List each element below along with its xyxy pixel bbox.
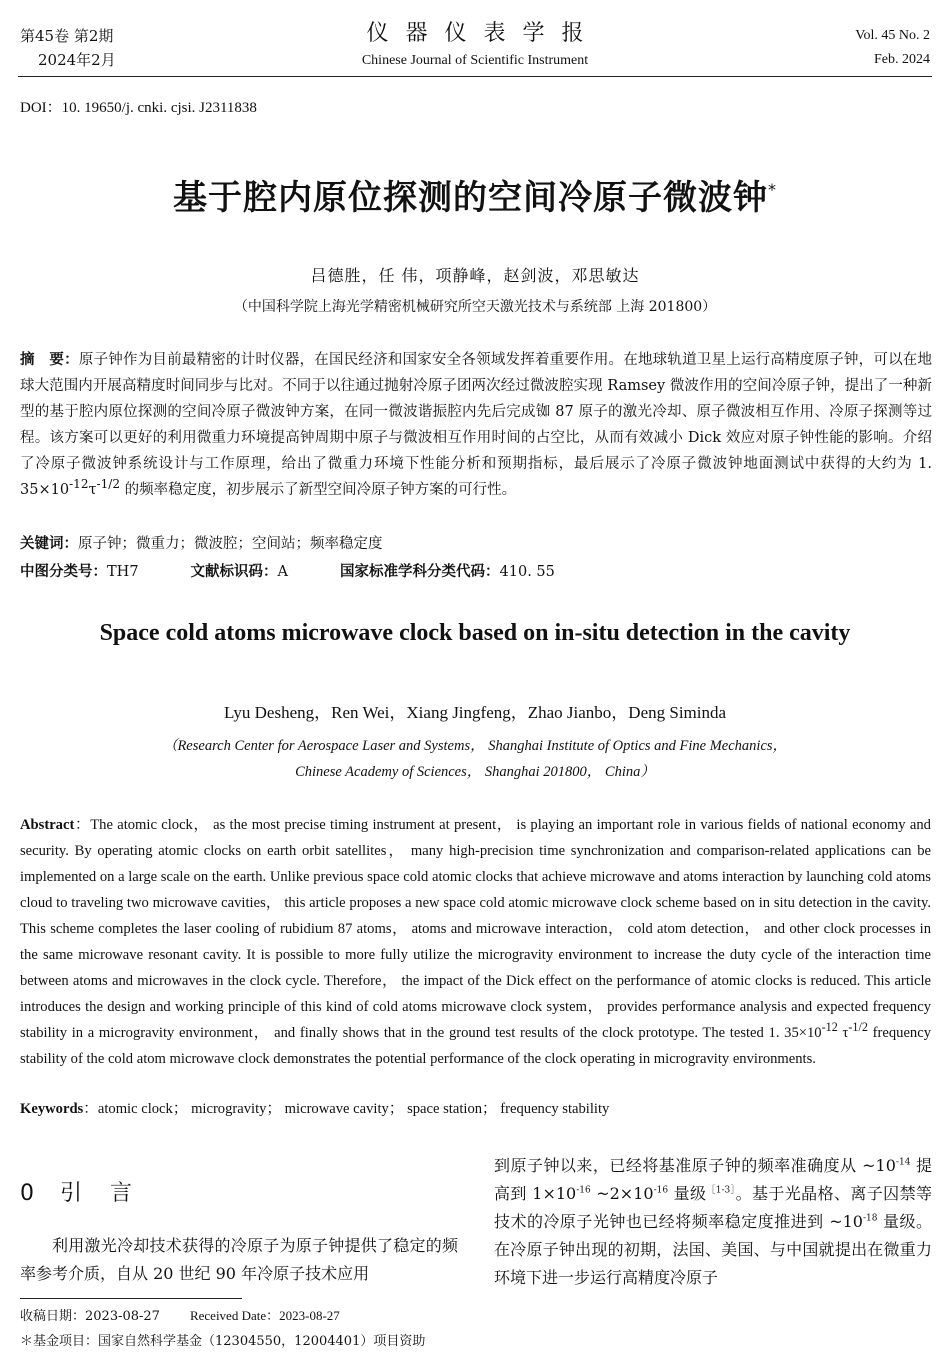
body-right-column xyxy=(494,1152,932,1292)
citation-ref[interactable]: ［1-3］ xyxy=(706,1185,736,1196)
received-date-line xyxy=(20,1305,340,1324)
body-right-text-2: 提高到 1×10 xyxy=(494,1156,932,1203)
affiliation-en-line1: （Research Center for Aerospace Laser and Systems， Shanghai Institute of Optics and Fine Mechanics， xyxy=(162,738,788,754)
keywords-en xyxy=(20,1097,609,1118)
abstract-en-text-b: frequency stability of the cold atom microwave clock demonstrates the potential performance of the clock operating in microgravity environments. xyxy=(20,1025,931,1067)
keywords-en-text: atomic clock； microgravity； microwave cavity； space station； frequency stability xyxy=(97,1101,610,1117)
section-title: 引言 xyxy=(60,1181,161,1206)
journal-masthead xyxy=(0,16,950,69)
journal-name-en: Chinese Journal of Scientific Instrument xyxy=(361,53,589,68)
section-heading xyxy=(20,1176,160,1207)
header-volume-en-block xyxy=(855,24,930,72)
funding-note: ＊基金项目：国家自然科学基金（12304550，12004401）项目资助 xyxy=(20,1334,426,1349)
abstract-cn-exp2: -1/2 xyxy=(96,477,121,492)
std-code-value: 410. 55 xyxy=(499,564,555,580)
body-right-text-5: 。基于光晶格、离子囚禁等技术的冷原子光钟也已经将频率稳定度推进到 ~10 xyxy=(494,1184,932,1231)
journal-name-cn: 仪器仪表学报 xyxy=(366,21,601,46)
title-cn-text: 基于腔内原位探测的空间冷原子微波钟 xyxy=(173,178,768,218)
title-footnote-mark: * xyxy=(768,180,777,199)
received-en: Received Date：2023-08-27 xyxy=(189,1308,340,1323)
affiliation-en-line2: Chinese Academy of Sciences， Shanghai 201800， China） xyxy=(295,764,655,780)
body-right-exp-3: -16 xyxy=(653,1185,669,1196)
keywords-en-colon: ： xyxy=(83,1101,98,1117)
std-code-label: 国家标准学科分类代码： xyxy=(340,564,500,580)
keywords-cn xyxy=(20,532,383,553)
clc-label: 中图分类号： xyxy=(20,564,107,580)
keywords-en-label: Keywords xyxy=(20,1101,84,1117)
abstract-cn-exp1: -12 xyxy=(69,477,89,492)
authors-cn: 吕德胜，任 伟，项静峰，赵剑波，邓思敏达 xyxy=(310,266,640,285)
abstract-cn-text-a: 原子钟作为目前最精密的计时仪器，在国民经济和国家安全各领域发挥着重要作用。在地球轨道卫星上运行高精度原子钟，可以在地球大范围内开展高精度时间同步与比对。不同于以往通过抛射冷原子团两次经过微波腔实现 Ramsey 微波作用的空间冷原子钟，提出了一种新型的基于腔内原位探测的空间冷原子微波钟方案，在同一微波谐振腔内先后完成铷 87 原子的激光冷却、原子微波相互作用、冷原子探测等过程。该方案可以更好的利用微重力环境提高钟周期中原子与微波相互作用时间的占空比，从而有效减小 Dick 效应对原子钟性能的影响。介绍了冷原子微波钟系统设计与工作原理，给出了微重力环境下性能分析和预期指标，最后展示了冷原子微波钟地面测试中获得的大约为 1. 35×10 xyxy=(20,352,933,498)
abstract-en-tau: τ xyxy=(837,1025,849,1041)
body-right-text-3: ~2×10 xyxy=(590,1184,654,1203)
title-en: Space cold atoms microwave clock based on in-situ detection in the cavity xyxy=(99,620,851,646)
section-number: 0 xyxy=(20,1181,34,1206)
affiliation-en xyxy=(0,733,950,785)
abstract-en-exp1: -12 xyxy=(821,1020,838,1035)
classification-line xyxy=(20,560,555,581)
abstract-cn xyxy=(20,347,932,503)
title-cn xyxy=(0,170,950,219)
body-right-exp-2: -16 xyxy=(576,1185,591,1196)
footnote-rule xyxy=(20,1298,242,1299)
body-right-text-6: 量级。在冷原子钟出现的初期，法国、美国、与中国就提出在微重力环境下进一步运行高精度冷原子 xyxy=(494,1212,932,1287)
date-en: Feb. 2024 xyxy=(874,52,930,67)
doc-code-label: 文献标识码： xyxy=(190,564,278,580)
abstract-en-exp2: -1/2 xyxy=(848,1020,868,1035)
doi: DOI：10. 19650/j. cnki. cjsi. J2311838 xyxy=(20,100,257,116)
authors-en: Lyu Desheng，Ren Wei，Xiang Jingfeng，Zhao Jianbo，Deng Siminda xyxy=(223,703,727,722)
body-right-exp-1: -14 xyxy=(895,1157,911,1168)
keywords-cn-text: 原子钟；微重力；微波腔；空间站；频率稳定度 xyxy=(78,536,383,552)
body-right-text-4: 量级 xyxy=(668,1184,707,1203)
volume-issue-cn: 第45卷 第2期 xyxy=(20,27,114,45)
affiliation-cn: （中国科学院上海光学精密机械研究所空天激光技术与系统部 上海 201800） xyxy=(233,299,717,315)
abstract-cn-tau: τ xyxy=(88,482,97,498)
clc-value: TH7 xyxy=(107,564,139,580)
abstract-cn-text-b: 的频率稳定度，初步展示了新型空间冷原子钟方案的可行性。 xyxy=(120,482,517,498)
doc-code-value: A xyxy=(277,564,289,580)
abstract-cn-label: 摘 要： xyxy=(20,352,79,368)
date-cn: 2024年2月 xyxy=(38,51,116,69)
abstract-en-colon: ： xyxy=(74,817,91,833)
body-right-text-1: 到原子钟以来，已经将基准原子钟的频率准确度从 ~10 xyxy=(494,1156,896,1175)
abstract-en xyxy=(20,812,931,1072)
abstract-en-text-a: The atomic clock， as the most precise timing instrument at present， is playing an important role in various fields of national economy and security. By operating atomic clocks on earth orbit satellites， many high-precision time synchronization and comparison-related applications can be implemented on a large scale on the earth. Unlike previous space cold atomic clocks that achieve microwave and atoms interaction by launching cold atoms cloud to traveling two microwave cavities， this article proposes a new space cold atomic microwave clock scheme based on in situ detection in the cavity. This scheme completes the laser cooling of rubidium 87 atoms， atoms and microwave interaction， cold atom detection， and other clock processes in the same microwave resonant cavity. It is possible to more fully utilize the microgravity environment to increase the duty cycle of the interaction time between atoms and microwaves in the clock cycle. Therefore， the impact of the Dick effect on the performance of atomic clocks is reduced. This article introduces the design and working principle of this kind of cold atoms microwave clock system， provides performance analysis and expected frequency stability in a microgravity environment， and finally shows that in the ground test results of the clock prototype. The tested 1. 35×10 xyxy=(20,817,931,1041)
header-rule xyxy=(18,76,932,77)
body-left-column: 利用激光冷却技术获得的冷原子为原子钟提供了稳定的频率参考介质，自从 20 世纪 90 年冷原子技术应用 xyxy=(20,1236,458,1283)
body-right-exp-4: -18 xyxy=(862,1213,878,1224)
abstract-en-label: Abstract xyxy=(20,817,75,833)
received-cn: 收稿日期：2023-08-27 xyxy=(20,1309,160,1324)
keywords-cn-label: 关键词： xyxy=(20,536,78,552)
volume-issue-en: Vol. 45 No. 2 xyxy=(855,28,930,43)
